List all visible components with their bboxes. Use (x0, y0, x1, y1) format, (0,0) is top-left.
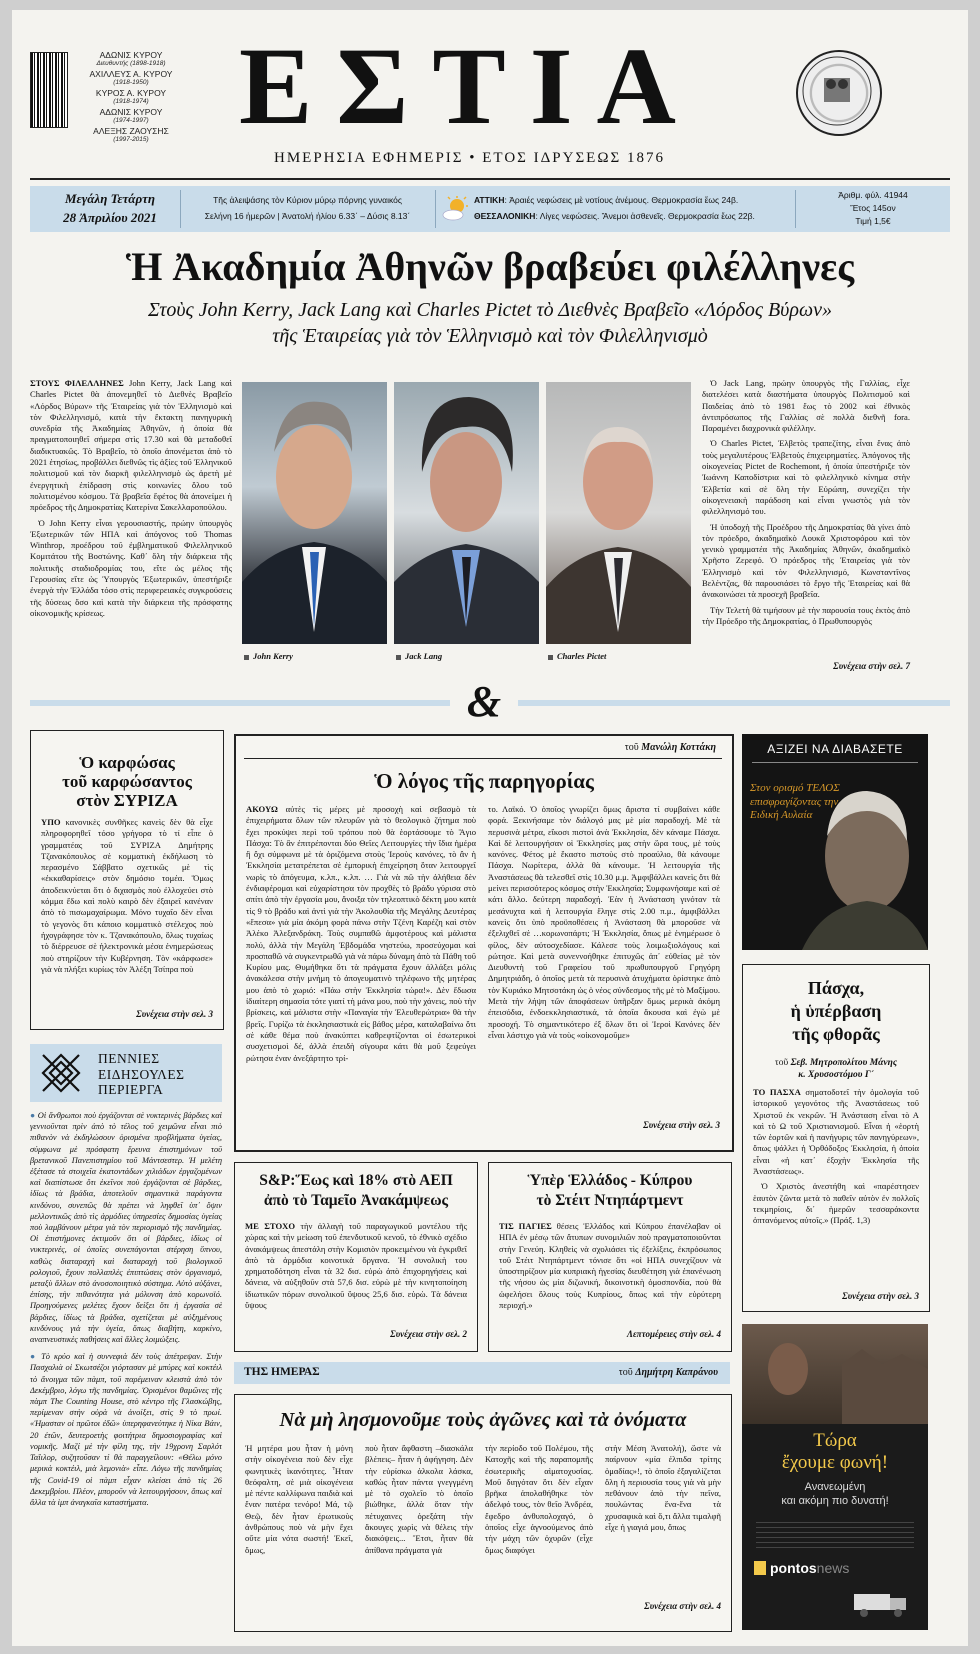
ad-photo (742, 1324, 928, 1424)
info-liturgy-line2: Σελήνη 16 ἡμερῶν | Ἀνατολή ἡλίου 6.33΄ – Δύσις 8.13΄ (204, 211, 411, 221)
tis-imeras-title: Νὰ μὴ λησμονοῦμε τοὺς ἀγῶνες καὶ τὰ ὀνόματα (279, 1409, 687, 1431)
lead-continued: Συνέχεια στὴν σελ. 7 (833, 661, 910, 671)
publisher-years: (1997-2015) (113, 136, 149, 143)
sun-cloud-icon (442, 196, 470, 222)
masthead-title: ΕΣΤΙΑ (239, 25, 700, 147)
tis-imeras-article (234, 1394, 732, 1632)
photo-john-kerry (242, 382, 387, 644)
pasxa-article (742, 964, 930, 1312)
cyprus-article (488, 1162, 732, 1352)
photo-charles-pictet (546, 382, 691, 644)
cyprus-title: Ὑπὲρ Ἑλλάδος - Κύπρου τὸ Στέιτ Ντηπάρτμεντ (527, 1172, 693, 1209)
pontos-logo-icon (754, 1561, 766, 1575)
axizei-panel (742, 734, 928, 950)
info-bar (30, 186, 950, 232)
publishers-list (72, 50, 190, 144)
lead-subhead-2: τῆς Ἑταιρείας γιὰ τὸν Ἑλληνισμὸ καὶ τὸν Φιλελληνισμὸ (272, 325, 708, 347)
weather-thessaloniki: ΘΕΣΣΑΛΟΝΙΚΗ: Λίγες νεφώσεις. Ἄνεμοι ἀσθενεῖς. Θερμοκρασία ἕως 22β. (474, 211, 755, 221)
cyprus-body: ΤΙΣ ΠΑΓΙΕΣ θέσεις Ἑλλάδος καὶ Κύπρου ἐπανέλαβαν οἱ ΗΠΑ ἐν μέσῳ τῶν ἄτυπων συνομιλιῶν ποὺ πραγματοποιοῦνται στὴν Γενεύη. Κληθεὶς νὰ σχολιάσει τὶς ἐξελίξεις, ἐκπρόσωπος τοῦ Στέιτ Ντηπάρτμεντ τόνισε ὅτι «οἱ ΗΠΑ συνεχίζουν νὰ ὑποστηρίζουν μία κυπριακὴ ἡγεσίας διευθέτηση γιὰ ἐπανένωση τῆς νήσου ὡς μία διζωνική, δικοινοτικὴ ὁμοσπονδία, ποὺ θὰ ὠφελήσει ὅλους τοὺς Κυπρίους, ὅπως καὶ τὴν εὐρύτερη περιοχή.» (499, 1221, 721, 1311)
logos-col2: το. Λαϊκό. Ὁ ὁποῖος γνωρίζει ὅμως ἄριστα τί συμβαίνει κάθε φορά. Ξεκινήσαμε τὸν διάλογό μας μὲ μία παραδοχή. Μὲ τὰ περυσινὰ μέτρα, εἴκοσι πιστοὶ ἀνὰ Ἐκκλησία, δὲν κάναμε Πάσχα. Καὶ δὲ λειτουργήσαν οἱ Ἐκκλησίες μας στὴν ὥρα τους, μὲ τοὺς κανόνες. Φέτος μὲ ἕκαστο πιστοὺς στὸ προαύλιο, θὰ κάνουμε Πάσχα. Νωρίτερα, ἀλλὰ θὰ κάνουμε. Ἡ λειτουργία τῆς Ἀναστάσεως θὰ τελεσθεῖ στὶς 10.30 μ.μ. Ἀμφιβάλλει κανεὶς ὅτι θὰ μείνει περισσότερος κόσμος στὴν Ἐκκλησία; Συμφωνήσαμε καὶ σὲ κάτι ἄλλο. δεύτερη παραδοχή. Ἐὰν ἡ Ἀνάσταση γινόταν τὰ μεσάνυχτα καὶ ἡ λειτουργία ἔληγε στὶς 2.00 π.μ., ἀμφιβάλλει κανεὶς ὅτι ὑπὸ προϋποθέσεις ἡ Ἀνάσταση θὰ μποροῦσε νὰ ἐξελιχθεῖ σὲ …κορωνοπάρτι; Ἡ Ἐκκλησία, ὅπως μὲ ἐνημέρωσε ὁ φίλος, δὲν αὐτοσχεδίασε. Κάλεσε τοὺς λοιμωξιολόγους καὶ ρώτησε. Καὶ μετὰ συνεννοήθηκε ἐπιτυχῶς ἀπ᾽ εὐθείας μὲ τὸν Διευθυντὴ τοῦ Γραφείου τοῦ πρωθυπουργοῦ Γρηγόρη Δημητριάδη, ὁ ὁποῖος μετὰ τὰ περυσινὰ ἀτυχήματα ὁρίστηκε ἀπὸ τὸν Κυριάκο Μητσοτάκη ὡς ὁ νέος σύνδεσμος τῆς μὲ τὸ Μαξίμου. Μετὰ τὴν λήψη τῶν ἀποφάσεων ὑπῆρξαν ὅμως μερικὰ ἀκόμη ἐπεισόδια, ἐνδοεκκλησιαστικά, τὰ ὁποῖα ἄκουσα καὶ ἐγὼ μὲ προσοχή. Τὸ σημαντικότερο ἐξ ὅλων ὅτι οἱ Ἱεροὶ Κανόνες δὲν εἶναι λάστιχο γιὰ νὰ τοὺς «οἰκονομοῦμε» (488, 804, 720, 1040)
karfosas-body: ΥΠΟ κανονικὲς συνθῆκες κανεὶς δὲν θὰ εἶχε πληροφορηθεῖ τόσο γρήγορα τὸ τί εἶπε ὁ γραμματέας τοῦ ΣΥΡΙΖΑ Δημήτρης Τζανακόπουλος σὲ κομματικὴ ἐκδήλωση τὸ περασμένο Σάββατο σχετικῶς μὲ τὶς «ἐκκαθαρίσεις» στὸν δημόσιο τομέα. Ὅμως ἀποδεικνύεται ὅτι ὁ διχασμὸς ποὺ ἐλλοχεύει στὸ κόμμα ἔδω καὶ πολὺ καιρὸ δὲν ἐξαιρεῖ κανέναν ἀπὸ τὸ πισωμαχαίρωμα. Μόνο τυχαῖο δὲν εἶναι τὸ γεγονὸς ὅτι κάποιο κομματικὸ στέλεχος ποὺ ἠχογράφησε τὸν κ. Τζανακόπουλο, ὅλως τυχαίως τὸ διέρρευσε σὲ ἠλεκτρονικὰ μέσα ἐνημερώσεως ποὺ στηρίζουν τὴν Κυβέρνηση. Τὸν «κάρφωσε» γιὰ νὰ πλήξει κυρίως τὸν Ἀλέξη Τσίπρα ποὺ (41, 817, 213, 974)
karfosas-title: Ὁ καρφώσας τοῦ καρφώσαντος στὸν ΣΥΡΙΖΑ (62, 753, 192, 810)
tis-imeras-col1: Ἡ μητέρα μου ἦταν ἡ μόνη στὴν οἰκογένεια ποὺ δὲν εἶχε φωνητικὲς ἱκανότητες. Ἦταν θεόφαλτη, σὲ μιὰ οἰκογένεια μὲ πέντε καλλίφωνα παιδιὰ καὶ ἕναν πατέρα τενόρο! Μά, τῷ Θεῷ, δὲν ἦταν ἐρωτικοὺς ἀνθρώπους ποὺ νὰ μὴν ἔχει οὔτε μία νότα σωστή! Ἐκεῖ, ὅμως, (245, 1443, 353, 1555)
pasxa-continued: Συνέχεια στὴν σελ. 3 (842, 1291, 919, 1301)
logos-col1: ΑΚΟΥΩ αὐτὲς τὶς μέρες μὲ προσοχὴ καὶ σεβασμὸ τὰ ἐπιχειρήματα ὅλων τῶν πλευρῶν γιὰ τὸ θεολογικὸ ζήτημα ποὺ ἔχει προκύψει περὶ τοῦ τρόπου ποὺ θὰ ἑορτάσουμε τὸ Ἅγιο Πάσχα: Τὸ ἂν ἐπιτρέπονται δύο Θεῖες Λειτουργίες τὴν ἴδια ἡμέρα ἢ ὄχι σύμφωνα μὲ τὰ ὁριζόμενα στοὺς Ἱεροὺς κανόνες, τὸ ἂν ἡ Ἐκκλησία μετατρέπεται σὲ ἐμπορικὴ ἐπιχείρηση ὅταν λειτουργεῖ νωρὶς τὸ ἀπόγευμα, κ.λπ., κ.λπ. … Γιὰ νὰ πῶ τὴν ἀλήθεια δὲν ἐνδιαφέρομαι καὶ εὐχαρίστησα τὸν προχθὲς τὸ βράδυ γύρισα στὸ σπίτι ἀπὸ τὴν ἐργασία μου, ἄνοιξα τὸν τηλεοπτικὸ δέκτη μου κατὰ τὶς 9 τὸ βράδυ καὶ ἀντὶ γιὰ τὴν Ἀκολουθία τῆς Μεγάλης Δευτέρας «ἔπεσα» γιὰ μία ἀκόμη φορὰ πάνω στὴν Τζένη Καρέζη καὶ στὸν Ἀλέκο Ἀλεξανδράκη. Τοὺς συμπαθῶ ἀμφοτέρους καὶ μάλιστα πολύ, ἀλλὰ τὴν Μεγάλη Ἑβδομάδα νηστεύω, προσεύχομαι καὶ προσπαθῶ νὰ συγκεντρωθῶ γιὰ νὰ πάρω δύναμη ἀπὸ τὰ Πάθη τοῦ Κυρίου μας. Θυμήθηκα ὅτι τὰ πράγματα ἔχουν ἀλλάξει μόλις ἀνακάλεσα στὴν μνήμη τὸ ἀπογευματινὸ τηλέφωνο τῆς μητέρας μου ἀπὸ τὸ χωριό: «Πάω στὴν Ἐκκλησία τώρα!». Δὲν ἔδωσα ἰδιαίτερη σημασία τότε γιατί τὴ μάνα μου, ποὺ τὴν χάνεις, ποὺ τὴν βρίσκεις, καὶ μάλιστα στὴν «Παναγία τὴν Ἐλευθερώτρια» θὰ τὴν βρεῖς. Γυρίζω τὰ ἐκκλησιαστικὰ εἰς βάθος μέρα, καταλαβαίνω ὅτι σὲ κάθε θέμα ποὺ ἀνακύπτει καθρεφτίζονται οἱ ἐσωτερικοὶ συσχετισμοὶ δέ, ἀλλὰ ἐπειδὴ σίγουρα κάτι θὰ μοῦ ξεφεύγει ρώτησα ἐναν ἀνεξάρτητο τρί- (246, 804, 476, 1063)
tis-imeras-label: ΤΗΣ ΗΜΕΡΑΣ (244, 1366, 320, 1378)
publisher-name: ΑΧΙΛΛΕΥΣ Α. ΚΥΡΟΥ (89, 69, 173, 79)
weather-attiki: ΑΤΤΙΚΗ: Ἀραιές νεφώσεις μὲ νοτίους ἀνέμους. Θερμοκρασία ἕως 24β. (474, 195, 739, 205)
publisher-years: (1918-1950) (113, 79, 149, 86)
tis-imeras-bar (234, 1362, 730, 1384)
cyprus-continued: Λεπτομέρειες στὴν σελ. 4 (626, 1329, 721, 1339)
ad-sub: Ανανεωμένη και ακόμη πιο δυνατή! (781, 1481, 889, 1507)
ad-truck-icon (852, 1588, 912, 1618)
lead-right-column: Ὁ Jack Lang, πρώην ὑπουργὸς τῆς Γαλλίας, εἶχε διατελέσει κατὰ διαστήματα ὑπουργὸς Πολιτισμοῦ καὶ Παιδείας ἀπὸ τὸ 1981 ἕως τὸ 2002 καὶ ἐθνικὸς ἀντιπρόσωπος τῆς Γαλλίας σὲ πολλὰ διεθνῆ fora. Παραμένει διαχρονικὰ φιλέλλην. Ὁ Charles Pictet, Ἑλβετὸς τραπεζίτης, εἶναι ἕνας ἀπὸ τοὺς μεγαλυτέρους Ἑλβετοὺς ἐπιχειρηματίες. Ἀπόγονος τῆς οἰκογενείας Pictet de Rochemont, ἡ ὁποία ὑπεστήριξε τὸν Ἰωάννη Καποδίστρια καὶ τὸ φιλελληνικὸ κίνημα στὴν Ἑλβετία καὶ σὲ ὅλη τὴν Εὐρώπη, συνεχίζει τὴν οἰκογενειακὴ παράδοση καὶ εἶναι γνωστὸς γιὰ τὸν φιλελληνισμό του. Ἡ ὑποδοχὴ τῆς Προέδρου τῆς Δημοκρατίας θὰ γίνει ἀπὸ τὸν πρόεδρο, ἀκαδημαϊκὸ Λουκᾶ Χριστοφόρου καὶ τὸν γενικὸ γραμματέα τῆς Ἀκαδημίας Ἀθηνῶν, ἀκαδημαϊκὸ Χρῆστο Ζερεφό. Ὁ πρόεδρος τῆς Ἑταιρείας γιὰ τὸν Ἑλληνισμὸ καὶ τὸν Φιλελληνισμό, Κωνσταντῖνος Βελέντζας, θὰ παρουσιάσει τὸ ἔργο τῆς Ἑταιρείας καὶ θὰ ἀνακοινώσει τὰ προσεχῆ βραβεῖα. Τὴν Τελετὴ θὰ τιμήσουν μὲ τὴν παρουσία τους ἐκτὸς ἀπὸ τὴν Πρόεδρο τῆς Δημοκρατίας, ὁ Πρωθυπουργὸς (702, 378, 910, 626)
publisher-name: ΑΛΕΞΗΣ ΖΑΟΥΣΗΣ (93, 126, 169, 136)
sp-continued: Συνέχεια στὴν σελ. 2 (390, 1329, 467, 1339)
ad-brand: pontosnews (754, 1560, 849, 1576)
barcode-icon (30, 52, 68, 128)
info-liturgy-line1: Τῆς ἀλειψάσης τὸν Κύριον μύρῳ πόρνης γυναικός (213, 195, 402, 205)
caption-charles-pictet: Charles Pictet (548, 651, 606, 661)
sp-body: ΜΕ ΣΤΟΧΟ τὴν ἀλλαγὴ τοῦ παραγωγικοῦ μοντέλου τῆς χώρας καὶ τὴν μείωση τοῦ ἐπενδυτικοῦ κενοῦ, τὸ ἐθνικὸ σχέδιο ἀνακάμψεως ἀπεστάλη στὴν Κομισιὸν προκειμένου νὰ ἐγκριθεῖ ἀπὸ τὰ ἁρμόδια κοινοτικὰ ὄργανα. Ἡ συνολικὴ του χρηματοδότηση εἶναι τὰ 32 δισ. εὐρὼ ἀπὸ ἐπιχορηγήσεις καὶ δάνεια, νὰ αὐξηθοῦν στὰ 57,6 δισ. εὐρὼ μὲ τὴν κινητοποίηση ἰδιωτικῶν πόρων συνολικοῦ ὕψους 25,6 δισ. εὐρὼ. Τὰ δάνεια ὕψους (245, 1221, 467, 1311)
publisher-name: ΚΥΡΟΣ Α. ΚΥΡΟΥ (95, 88, 167, 98)
publisher-name: ΑΔΩΝΙΣ ΚΥΡΟΥ (99, 107, 163, 117)
tis-imeras-continued: Συνέχεια στὴν σελ. 4 (644, 1601, 721, 1611)
ad-headline: Τώρα ἔχουμε φωνή! (781, 1430, 889, 1473)
ornament-icon (40, 1052, 82, 1094)
pasxa-byline: τοῦ Σεβ. Μητροπολίτου Μάνης κ. Χρυσοστόμου Γ´ (774, 1058, 898, 1080)
lead-left-column: ΣΤΟΥΣ ΦΙΛΕΛΛΗΝΕΣ John Kerry, Jack Lang καὶ Charles Pictet θὰ ἀπονεμηθεῖ τὸ Διεθνὲς Βραβεῖο «Λόρδος Βύρων» τῆς Ἑταιρείας γιὰ τὸν Ἑλληνισμὸ καὶ τὸν Φιλελληνισμό, κατὰ τὴν ἔκτακτη πανηγυρικὴ συνεδρία τῆς Ἀκαδημίας Ἀθηνῶν, ἡ ὁποία θὰ πραγματοποιηθεῖ σήμερα στὶς 17.30 καὶ θὰ μεταδοθεῖ διαδικτυακῶς. Τὸ Βραβεῖο, τὸ ὁποῖο ἀπονέμεται ἀπὸ τὸ 2021 ἐτησίως, προβάλλει διεθνῶς τὶς ἀξίες τοῦ Ἑλληνικοῦ πολιτισμοῦ καὶ τὸν διαρκῆ φιλελληνισμὸ ὡς ἀρετὴ μὲ ἐνεργητικὴ ἐπίδραση στὶς κοινωνίες ὅλου τοῦ πολιτισμένου κόσμου. Τὰ βραβεῖα ἔφέτος θὰ ἀπονείμει ἡ πρόεδρος τῆς Δημοκρατίας Κατερίνα Σακελλαροπούλου. Ὁ John Kerry εἶναι γερουσιαστής, πρώην ὑπουργὸς Ἐξωτερικῶν τῶν ΗΠΑ καὶ ἀπόγονος τοῦ Thomas Winthrop, προέδρου τοῦ ἐμβληματικοῦ Φιλελληνικοῦ Κομιτάτου τῆς Βοστώνης. Καθ᾽ ὅλη τὴν διάρκεια τῆς πολιτικῆς σταδιοδρομίας του, εἴτε ὡς μέλος τῆς Γερουσίας εἴτε ὡς Ὑπουργὸς Ἐξωτερικῶν, ὑπεστήριξε ἐνεργὰ τὴν Ἑλλάδα τόσο στὶς περιφερειακὲς συγκρούσεις τῆς δύσεως ὅσο καὶ κατὰ τὴν διάρκεια τῆς πρόσφατης οἰκονομικῆς κρίσεως. (30, 378, 232, 618)
axizei-label: ΑΞΙΖΕΙ ΝΑ ΔΙΑΒΑΣΕΤΕ (767, 742, 903, 756)
sp-article (234, 1162, 478, 1352)
publisher-years: (1974-1997) (113, 117, 149, 124)
pennies-body: ● Οἱ ἄνθρωποι ποὺ ἐργάζονται σὲ νυκτερινὲς βάρδιες καὶ γεννιοῦνται πρὶν ἀπὸ τὸ τέλος τοῦ χειμῶνα εἶναι πιὸ πιθανὸν νὰ ἐκδηλώσουν ὁρισμένα προβλήματα ὑγείας, σύμφωνα μὲ πρόσφατη ἔρευνα ἐπιστημόνων τοῦ βρετανικοῦ Πανεπιστημίου τοῦ Μάντσεστερ. Ἡ μελέτη ἐξέτασε τὰ στοιχεῖα ἑκατοντάδων χιλιάδων ἐργαζομένων καὶ διαπίστωσε ὅτι ἐκεῖνοι ποὺ ἐργάζονται σὲ βάρδιες, ἰδίως τὰ βράδια, ἀποτελοῦν σημαντικὰ παράγοντα κινδύνου, συνεπῶς θὰ πρέπει νὰ ληφθεῖ ὑπ᾽ ὄψιν μελλοντικῶς ἀπὸ τὶς ἁρμόδιες ὑπηρεσίες δημοσίας ὑγείας ποὺ λαμβάνουν μέτρα γιὰ τὸν περιορισμὸ τῆς πανδημίας. Οἱ ἐπιστήμονες ἐκτιμοῦν ὅτι οἱ βάρδιες, ἰδίως οἱ νυκτερινές, οἱ ὁποῖες συνεπάγονται στέρηση ὕπνου, καθὼς διαταραχὴ καὶ διαταραχὴ τοῦ βιολογικοῦ ρολογιοῦ, ἔχουν πολλαπλὲς ἐπιπτώσεις στὸν ὀργανισμό, μεταξὺ ἄλλων στὸ ἀνοσοποιητικὸ σύστημα. Αὐτὸ αὐξάνει, ἐπίσης, τὴν πιθανότητα γιὰ μόλυνση ἀπὸ κορωνοϊό. Προηγούμενες μελέτες ἔχουν δείξει ὅτι ἡ ἐργασία σὲ βάρδιες, ἰδίως τὰ βράδια, σχετίζεται μὲ αὐξημένους κινδύνους γιὰ τὴν ὑγεία, ὅπως διαβήτη, καρκίνο, αναπνευστικὲς παθήσεις καὶ ἄλλες λοιμώξεις. ● Τὸ κρύο καὶ ἡ συννεφιὰ δὲν τοὺς ἀπέτρεψαν. Στὴν Πασχαλιὰ οἱ Σκωτσέζοι γιόρτασαν μὲ μπύρες καὶ κοκτέιλ τὸ ἄνοιγμα τῶν πὰμπ, τοῦ παρέμειναν κλειστὰ ἀπὸ τὸν Δεκέμβριο, λόγω τῆς πανδημίας. Ὁρισμένοι θαμῶνες τῆς πὰμπ The Counting House, στὸ κέντρο τῆς Γλασκώβης, περίμεναν στὴν οὐρὰ νὰ ἀνοίξει, στὶς 9 τὸ πρωί. «Ἡμασταν οἱ πρῶτοι ἐδῶ» ὑπερηφανεύτηκε ἡ Νίκα Βάιν, 20 ἐτῶν, δευτεροετὴς φοιτήτρια δημοσιογραφίας καὶ νομικῆς. Μαζί μὲ τὴν φίλη της, τὴν 19χρονη Σαρλότ Ταΐιλορ, συζητοῦσαν τί θὰ παραγγείλουν: «Θέλω μόνο μερικὰ κοκτέιλ, μιὰ λεμονιὰ» εἶπε. Λόγω τῆς πανδημίας τῆς Covid-19 οἱ πὰμπ εἶχαν κλείσει ἀπὸ τὶς 26 Δεκεμβρίου. Πλέον, μποροῦν νὰ λειτουργήσουν, ὅπως καὶ ἄλλα τὰ ἱμπ ἀναγκαῖα καταστήματα. (30, 1111, 222, 1507)
caption-john-kerry: John Kerry (244, 651, 293, 661)
karfosas-article (30, 730, 224, 1030)
logos-continued: Συνέχεια στὴν σελ. 3 (643, 1120, 720, 1130)
newspaper-page (12, 10, 968, 1646)
pontos-ad[interactable] (742, 1324, 928, 1630)
karfosas-continued: Συνέχεια στὴν σελ. 3 (136, 1009, 213, 1019)
publisher-years: (1918-1974) (113, 98, 149, 105)
book-text: Στον ορισμό ΤΕΛΟΣ επισφραγίζοντας την Ειδική Αυλαία (750, 782, 840, 821)
pennies-header (30, 1044, 222, 1102)
info-day: Μεγάλη Τετάρτη (64, 191, 156, 206)
tis-imeras-byline: τοῦ Δημήτρη Καπράνου (618, 1367, 718, 1378)
seal-icon (796, 50, 882, 136)
logos-title: Ὁ λόγος τῆς παρηγορίας (374, 769, 594, 793)
publisher-name: ΑΔΩΝΙΣ ΚΥΡΟΥ (99, 50, 163, 60)
sp-title: S&P:Ἕως καὶ 18% στὸ ΑΕΠ ἀπὸ τὸ Ταμεῖο Ἀνακάμψεως (259, 1172, 453, 1209)
logos-article (234, 734, 734, 1152)
tis-imeras-col2: ποὺ ἦταν ἄφθαστη –διασκάλα βλέπεις– ἦταν ἡ ἀφήγηση. Δὲν τὴν εὑρίσκω ἀλκολα λάσκα, καθὼς ἦταν πάντα γνεγγμένη μὲ τὸ σχολεῖο τὸ ὁποῖο βιώθηκε, ἀλλὰ ὅταν τὴν πέτυχαινες ὀρεξάτη τὴν ἄκουγες χωρὶς νὰ θέλεις τὴν διακόψεις... Ἔτσι, ἦταν θὰ ἀπίθανα πράγματα γιὰ (365, 1443, 473, 1555)
pennies-title: ΠΕΝΝΙΕΣ ΕΙΔΗΣΟΥΛΕΣ ΠΕΡΙΕΡΓΑ (98, 1051, 185, 1097)
caption-jack-lang: Jack Lang (396, 651, 442, 661)
tis-imeras-col3: τὴν περίοδο τοῦ Πολέμου, τῆς Κατοχῆς καὶ τῆς παραπομπῆς ἐσωτερικῆς αἱματοχυσίας. Μοῦ διηγόταν ὅτι δὲν εἶχαν βρῆκα ἀπολαθήθηκε τὸν ἀδελφό τους, τὸν θεῖο Ἀνδρέα, ἔφεδρο ἀνθυπολοχαγό, ὁ ὁποῖος εἶχε ἀγνοούμενος ἀπὸ τὴν μάχη τῶν ὀχυρῶν (εἶχε ὅμως διαφύγει (485, 1443, 593, 1555)
photo-jack-lang (394, 382, 539, 644)
masthead-subtitle: ΗΜΕΡΗΣΙΑ ΕΦΗΜΕΡΙΣ • ΕΤΟΣ ΙΔΡΥΣΕΩΣ 1876 (274, 150, 665, 166)
pasxa-title: Πάσχα, ἡ ὑπέρβαση τῆς φθορᾶς (790, 978, 882, 1044)
ampersand-divider: & (466, 677, 502, 726)
pasxa-body: ΤΟ ΠΑΣΧΑ σηματοδοτεῖ τὴν ὁμολογία τοῦ ἱστορικοῦ γεγονότος τῆς Ἀναστάσεως τοῦ Χριστοῦ ἐκ νεκρῶν. Ἡ Ἀνάσταση εἶναι τὸ Α καὶ τὸ Ω τοῦ Χριστιανισμοῦ. Εἶναι ἡ «ἑορτὴ τῶν ἑορτῶν καὶ ἡ πανήγυρις τῶν πανηγύρεων», ὅπως ψάλλει ἡ Ὀρθόδοξος Ἐκκλησία, ἡ ὁποία εἶναι «ἡ κατ᾽ ἐξοχὴν Ἐκκλησία τῆς Ἀναστάσεως». Ὁ Χριστὸς ἀνεστήθη καὶ «παρέστησεν ἑαυτὸν ζῶντα μετὰ τὸ παθεῖν αὐτὸν ἐν πολλοῖς τεκμηρίοις, δι᾽ ἡμερῶν τεσσαράκοντα ὀπτανόμενος αὐτοῖς.» (Πράξ. 1,3) (753, 1087, 919, 1226)
issue-info: Ἀριθμ. φύλ. 41944 Ἔτος 145ον Τιμή 1,5€ (838, 190, 908, 226)
logos-byline: τοῦ Μανώλη Κοττάκη (624, 742, 716, 753)
lead-headline: Ἡ Ἀκαδημία Ἀθηνῶν βραβεύει φιλέλληνες (125, 244, 855, 289)
publisher-years: Διευθυντής (1898-1918) (96, 60, 166, 67)
info-date: 28 Ἀπριλίου 2021 (63, 210, 157, 225)
tis-imeras-col4: στὴν Μέση Ἀνατολή), ὥστε νὰ παίρνουν «μία ἐλπιδα τρίτης ὁμαδίας»!, τὸ ὁποῖο ἐξαγαλίζεται ὅλη ἡ περιουσία τους γιὰ νὰ μὴν πεθάνουν ἀπὸ τὴν πεῖνα, πουλώντας ἕνα-ἕνα τὰ χρυσαφικὰ καὶ ὅ,τι ἄλλα τιμαλφῆ εἶχε ἡ γιαγιά μου, ὅπως (605, 1443, 721, 1533)
lead-subhead-1: Στοὺς John Kerry, Jack Lang καὶ Charles Pictet τὸ Διεθνὲς Βραβεῖο «Λόρδος Βύρων» (148, 299, 832, 321)
